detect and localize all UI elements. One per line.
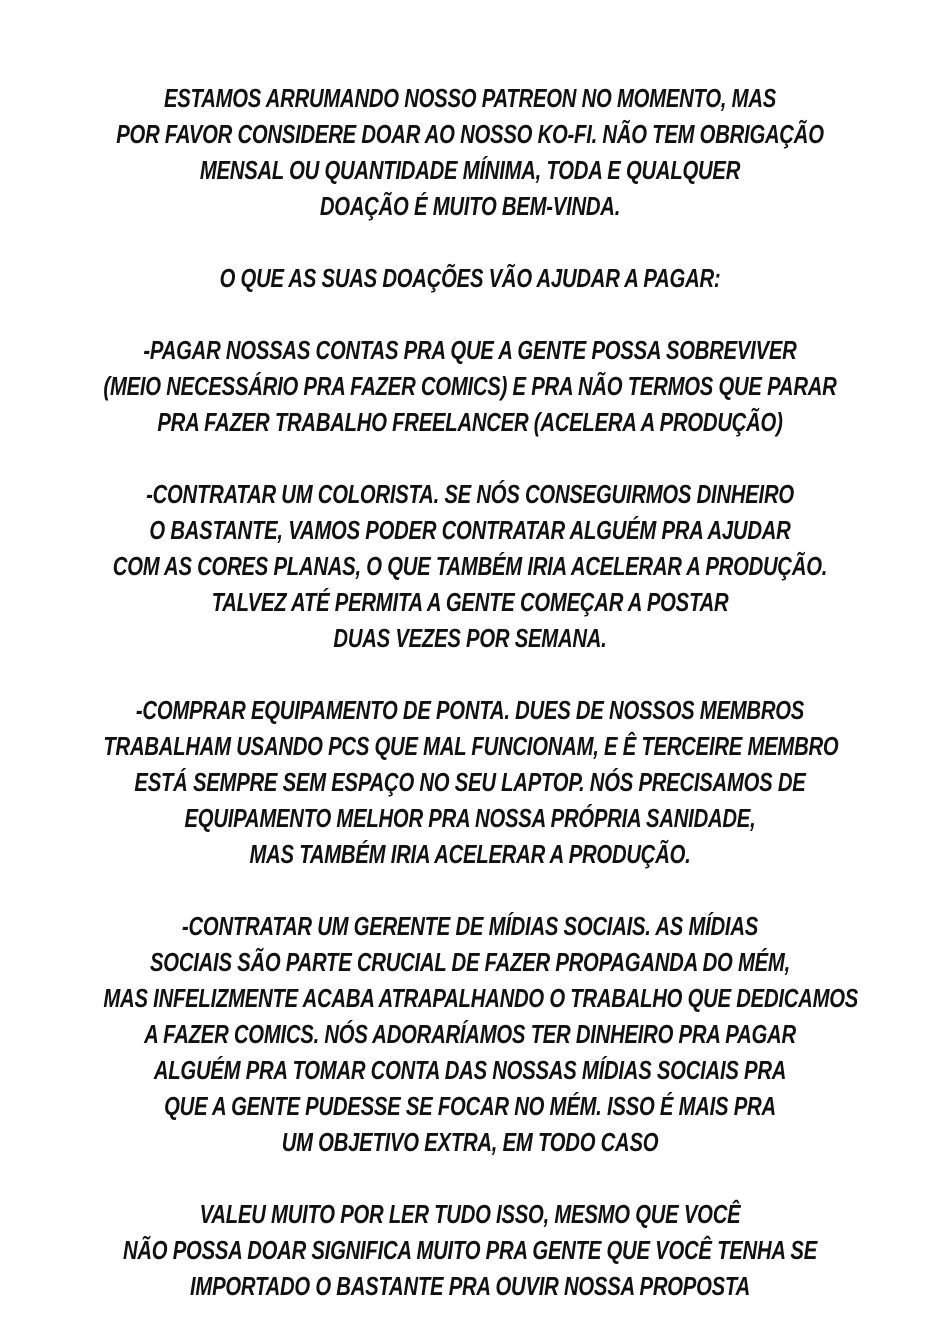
text-line: ALGUÉM PRA TOMAR CONTA DAS NOSSAS MÍDIAS SOCIAIS PRA (153, 1055, 787, 1085)
text-line: A FAZER COMICS. NÓS ADORARÍAMOS TER DINHEIRO PRA PAGAR (144, 1019, 796, 1049)
text-line: IMPORTADO O BASTANTE PRA OUVIR NOSSA PROPOSTA (190, 1271, 750, 1301)
text-line: MENSAL OU QUANTIDADE MÍNIMA, TODA E QUALQUER (199, 155, 741, 185)
text-line: QUE A GENTE PUDESSE SE FOCAR NO MÉM. ISSO É MAIS PRA (164, 1091, 776, 1121)
text-line: DUAS VEZES POR SEMANA. (333, 623, 607, 653)
social-media-paragraph (0, 908, 940, 1160)
text-line: -CONTRATAR UM COLORISTA. SE NÓS CONSEGUIRMOS DINHEIRO (146, 479, 794, 509)
text-line: VALEU MUITO POR LER TUDO ISSO, MESMO QUE VOCÊ (199, 1199, 741, 1229)
text-line: NÃO POSSA DOAR SIGNIFICA MUITO PRA GENTE QUE VOCÊ TENHA SE (122, 1235, 818, 1265)
text-line: SOCIAIS SÃO PARTE CRUCIAL DE FAZER PROPAGANDA DO MÉM, (150, 947, 790, 977)
text-line: TALVEZ ATÉ PERMITA A GENTE COMEÇAR A POSTAR (211, 587, 729, 617)
text-line: (MEIO NECESSÁRIO PRA FAZER COMICS) E PRA NÃO TERMOS QUE PARAR (103, 371, 837, 401)
text-line: O QUE AS SUAS DOAÇÕES VÃO AJUDAR A PAGAR: (219, 263, 721, 293)
text-line: UM OBJETIVO EXTRA, EM TODO CASO (281, 1127, 659, 1157)
text-line: ESTAMOS ARRUMANDO NOSSO PATREON NO MOMENTO, MAS (163, 83, 777, 113)
text-line: -COMPRAR EQUIPAMENTO DE PONTA. DUES DE NOSSOS MEMBROS (135, 695, 805, 725)
message-body (0, 80, 940, 1340)
text-line: MAS TAMBÉM IRIA ACELERAR A PRODUÇÃO. (249, 839, 691, 869)
text-line: ESTÁ SEMPRE SEM ESPAÇO NO SEU LAPTOP. NÓS PRECISAMOS DE (134, 767, 806, 797)
bills-paragraph (0, 332, 940, 440)
text-line: TRABALHAM USANDO PCS QUE MAL FUNCIONAM, E Ê TERCEIRE MEMBRO (103, 731, 839, 761)
text-line: COM AS CORES PLANAS, O QUE TAMBÉM IRIA ACELERAR A PRODUÇÃO. (112, 551, 828, 581)
thanks-paragraph (0, 1196, 940, 1304)
text-line: -PAGAR NOSSAS CONTAS PRA QUE A GENTE POSSA SOBREVIVER (143, 335, 797, 365)
text-line: DOAÇÃO É MUITO BEM-VINDA. (319, 191, 621, 221)
text-line: PRA FAZER TRABALHO FREELANCER (ACELERA A PRODUÇÃO) (157, 407, 783, 437)
text-line: -CONTRATAR UM GERENTE DE MÍDIAS SOCIAIS. AS MÍDIAS (181, 911, 759, 941)
intro-paragraph (0, 80, 940, 224)
text-line: MAS INFELIZMENTE ACABA ATRAPALHANDO O TRABALHO QUE DEDICAMOS (103, 983, 859, 1013)
text-line: POR FAVOR CONSIDERE DOAR AO NOSSO KO-FI. NÃO TEM OBRIGAÇÃO (116, 119, 824, 149)
text-line: O BASTANTE, VAMOS PODER CONTRATAR ALGUÉM PRA AJUDAR (149, 515, 791, 545)
text-line: EQUIPAMENTO MELHOR PRA NOSSA PRÓPRIA SANIDADE, (184, 803, 756, 833)
colorist-paragraph (0, 476, 940, 656)
equipment-paragraph (0, 692, 940, 872)
donation-uses-heading (0, 260, 940, 296)
